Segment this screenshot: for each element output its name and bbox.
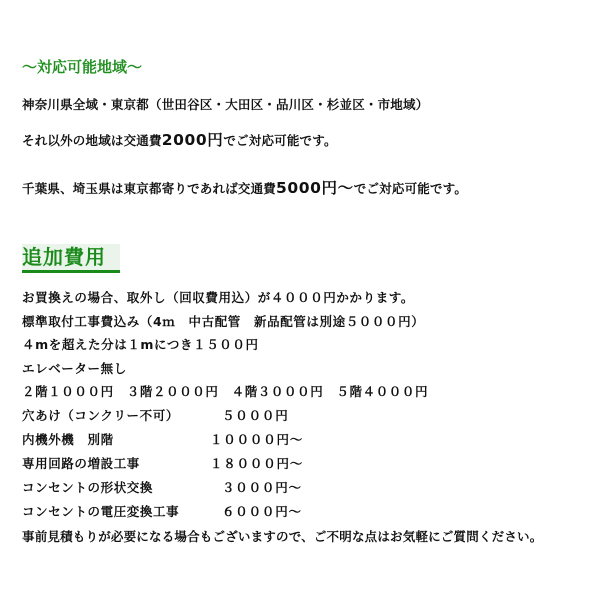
transport-fee-text: それ以外の地域は交通費 xyxy=(22,133,162,148)
fee-line: ４mを超えた分は１mにつき１５００円 xyxy=(22,337,259,352)
fee-item-price: ３０００円～ xyxy=(222,480,302,495)
chiba-saitama-amount: 5000円～ xyxy=(276,179,354,197)
fee-line: エレベーター無し xyxy=(22,361,127,376)
transport-fee-text-end: でご対応可能です。 xyxy=(223,133,337,148)
chiba-saitama-note xyxy=(22,176,467,198)
heading-underline xyxy=(22,270,120,273)
additional-fee-heading: 追加費用 xyxy=(22,245,106,269)
fee-item-price: ５０００円 xyxy=(222,408,289,423)
fee-item-label: 穴あけ（コンクリー不可） xyxy=(22,408,179,423)
fee-item-price: ６０００円～ xyxy=(222,504,302,519)
fee-item-label: 内機外機 別階 xyxy=(22,432,114,447)
fee-item-label: コンセントの電圧変換工事 xyxy=(22,504,180,519)
transport-fee-note xyxy=(22,128,337,150)
fee-line: 標準取付工事費込み（4ｍ 中古配管 新品配管は別途５０００円） xyxy=(22,314,425,329)
transport-fee-amount: 2000円 xyxy=(161,131,224,149)
fee-item-price: １００００円～ xyxy=(210,432,304,447)
floor-fees-line: ２階１０００円 ３階２０００円 ４階３０００円 ５階４０００円 xyxy=(22,384,429,399)
fee-item-price: １８０００円～ xyxy=(210,456,304,471)
fee-item-label: コンセントの形状交換 xyxy=(22,480,154,495)
additional-fee-heading-box xyxy=(22,244,120,270)
service-area-heading: ～対応可能地域～ xyxy=(22,58,143,76)
chiba-saitama-text-end: でご対応可能です。 xyxy=(353,181,468,196)
service-area-line: 神奈川県全域・東京都（世田谷区・大田区・品川区・杉並区・市地域） xyxy=(22,97,429,112)
chiba-saitama-text: 千葉県、埼玉県は東京都寄りであれば交通費 xyxy=(22,181,277,196)
fee-item-label: 専用回路の増設工事 xyxy=(22,456,140,471)
footer-note: 事前見積もりが必要になる場合もございますので、ご不明な点はお気軽にご質問ください。 xyxy=(22,529,543,544)
fee-line: お買換えの場合、取外し（回収費用込）が４０００円かかります。 xyxy=(22,290,415,305)
